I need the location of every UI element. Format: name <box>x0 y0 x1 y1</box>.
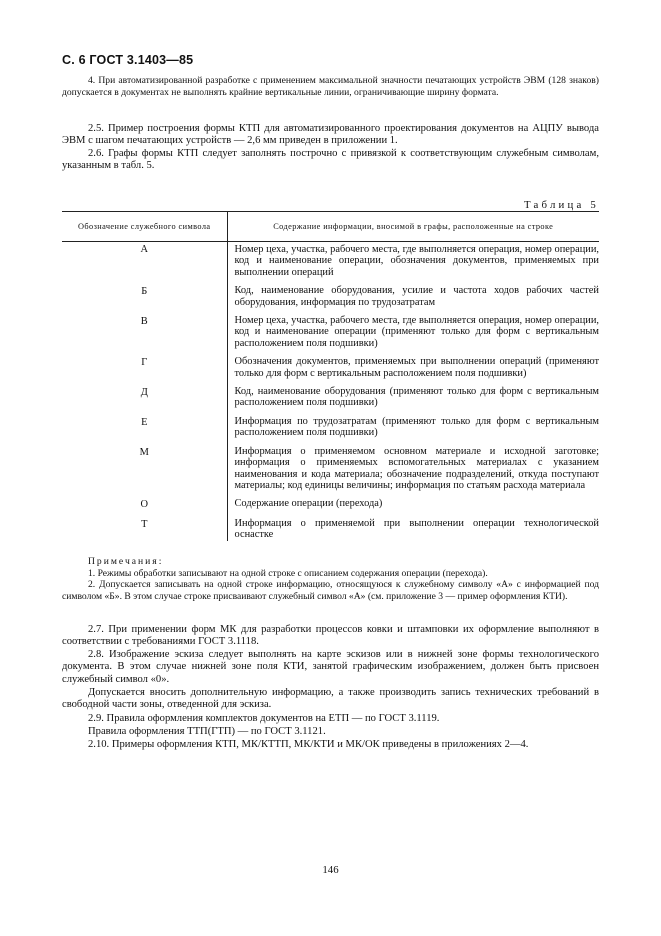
table-cell-content: Код, наименование оборудования, усилие и частота ходов рабочих частей оборудования, информация по трудозатратам <box>227 285 599 315</box>
table-cell-symbol: О <box>140 499 148 511</box>
table-header-row <box>62 212 599 242</box>
paragraph-2-5: 2.5. Пример построения формы КТП для автоматизированного проектирования документов на АЦПУ вывода ЭВМ с шагом печатающих устройств — 2,6 мм приведен в приложении 1. <box>62 123 599 147</box>
table-row <box>62 356 599 386</box>
table-cell-symbol: А <box>140 244 148 255</box>
table-cell-content: Содержание операции (перехода) <box>227 498 599 517</box>
table-header-content: Содержание информации, вносимой в графы, расположенные на строке <box>227 212 599 242</box>
table-row <box>62 386 599 416</box>
table-cell-content: Номер цеха, участка, рабочего места, где выполняется операция, номер операции, код и наименование операции (применяют только для форм с вертикальным расположением поля подшивки) <box>227 315 599 356</box>
page-number: 146 <box>322 864 339 876</box>
table-cell-symbol: М <box>139 446 149 458</box>
table-cell-symbol: Д <box>140 387 148 399</box>
table-row <box>62 416 599 446</box>
table-row <box>62 518 599 541</box>
table-row <box>62 315 599 356</box>
table-5 <box>62 211 599 541</box>
table-row <box>62 242 599 286</box>
table-cell-symbol: Б <box>141 286 148 298</box>
table-cell-content: Информация о применяемом основном материале и исходной заготовке; информация о применяемых вспомогательных материалах с указанием наименования и кода материала; обозначение подразделений, откуда поступают материалы; код единицы величины; информация по статьям расхода материала <box>227 446 599 499</box>
table-row <box>62 498 599 517</box>
paragraph-note-4: 4. При автоматизированной разработке с применением максимальной значности печатающих устройств ЭВМ (128 знаков) допускается в документах не выполнять крайние вертикальные линии, ограничивающие ширину формата. <box>62 75 599 98</box>
table-cell-symbol: Е <box>141 416 148 428</box>
paragraph-2-8: 2.8. Изображение эскиза следует выполнять на карте эскизов или в нижней зоне формы технологического документа. В этом случае нижней зоне поля КТИ, занятой графическим изображением, должен быть присвоен служебный символ «0». <box>62 649 599 685</box>
table-cell-content: Обозначения документов, применяемых при выполнении операций (применяют только для форм с вертикальным расположением поля подшивки) <box>227 356 599 386</box>
table-cell-symbol: Т <box>141 518 148 530</box>
table-cell-content: Номер цеха, участка, рабочего места, где выполняется операция, номер операции, код и наименование операции, обозначения документов, применяемых при выполнении операций <box>227 242 599 286</box>
table-header-symbol: Обозначение служебного символа <box>62 212 227 242</box>
note-1: 1. Режимы обработки записывают на одной строке с описанием содержания операции (перехода). <box>88 567 488 579</box>
paragraph-2-10: 2.10. Примеры оформления КТП, МК/КТТП, МК/КТИ и МК/ОК приведены в приложениях 2—4. <box>88 739 529 750</box>
paragraph-2-9-ttp: Правила оформления ТТП(ГТП) — по ГОСТ 3.1121. <box>88 726 326 737</box>
note-2: 2. Допускается записывать на одной строке информацию, относящуюся к служебному символу «А» с информацией под символом «Б». В этом случае строке присваивают служебный символ «А» (см. приложение 3 — пример оформления КТИ). <box>62 579 599 602</box>
table-cell-content: Код, наименование оборудования (применяют только для форм с вертикальным расположением поля подшивки) <box>227 386 599 416</box>
paragraph-2-6: 2.6. Графы формы КТП следует заполнять построчно с привязкой к соответствующим служебным символам, указанным в табл. 5. <box>62 148 599 172</box>
table-caption: Таблица 5 <box>524 199 599 211</box>
paragraph-2-9: 2.9. Правила оформления комплектов документов на ЕТП — по ГОСТ 3.1119. <box>88 713 440 724</box>
table-cell-symbol: Г <box>141 357 148 369</box>
table-cell-content: Информация о применяемой при выполнении операции технологической оснастке <box>227 518 599 541</box>
table-row <box>62 285 599 315</box>
table-row <box>62 446 599 499</box>
paragraph-additional: Допускается вносить дополнительную информацию, а также производить запись технических требований в свободной части зоны, отведенной для эскиза. <box>62 687 599 711</box>
table-cell-symbol: В <box>140 316 148 328</box>
notes-title: Примечания: <box>88 556 164 567</box>
paragraph-2-7: 2.7. При применении форм МК для разработки процессов ковки и штамповки их оформление выполняют в соответствии с требованиями ГОСТ 3.1118. <box>62 624 599 648</box>
table-notes <box>62 556 599 602</box>
page-header: С. 6 ГОСТ 3.1403—85 <box>62 53 194 67</box>
table-cell-content: Информация по трудозатратам (применяют только для форм с вертикальным расположением поля подшивки) <box>227 416 599 446</box>
